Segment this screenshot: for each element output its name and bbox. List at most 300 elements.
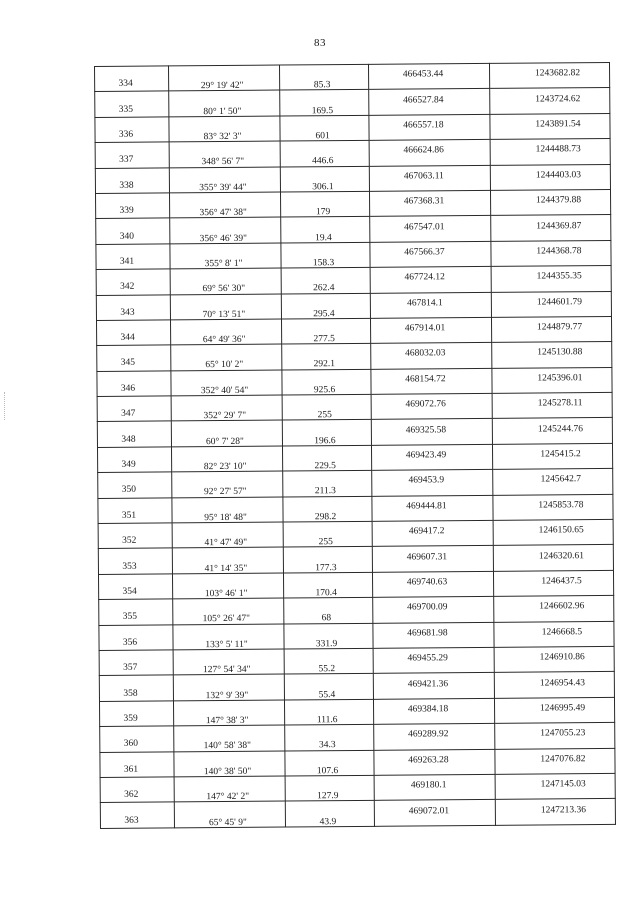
page-number: 83 xyxy=(314,37,326,49)
x-coordinate-cell-text: 469740.63 xyxy=(406,577,448,588)
x-coordinate-cell-text: 469607.31 xyxy=(406,551,448,563)
point-number-cell xyxy=(95,142,169,168)
bearing-cell-text: 80° 1' 50" xyxy=(203,106,242,117)
distance-cell-text: 277.5 xyxy=(313,334,335,345)
point-number-cell xyxy=(99,701,173,727)
x-coordinate-cell xyxy=(368,63,489,89)
point-number-cell-text: 362 xyxy=(124,789,139,800)
x-coordinate-cell-text: 466527.84 xyxy=(403,94,444,106)
point-number-cell xyxy=(96,269,170,295)
x-coordinate-cell xyxy=(372,571,493,597)
x-coordinate-cell xyxy=(372,546,493,572)
x-coordinate-cell-text: 466453.44 xyxy=(402,69,444,80)
point-number-cell-text: 343 xyxy=(120,307,135,318)
bearing-cell-text: 348° 56' 7" xyxy=(201,157,245,168)
x-coordinate-cell xyxy=(371,343,492,369)
y-coordinate-cell-text: 1244403.03 xyxy=(535,169,581,181)
point-number-cell-text: 360 xyxy=(123,739,138,750)
point-number-cell xyxy=(98,472,172,498)
point-number-cell-text: 363 xyxy=(124,815,139,826)
y-coordinate-cell xyxy=(492,418,612,444)
y-coordinate-cell-text: 1245278.11 xyxy=(537,398,583,409)
point-number-cell-text: 359 xyxy=(123,713,138,724)
x-coordinate-cell xyxy=(373,673,494,699)
y-coordinate-cell xyxy=(491,316,611,342)
bearing-cell xyxy=(172,471,283,497)
distance-cell-text: 306.1 xyxy=(312,181,334,193)
point-number-cell-text: 361 xyxy=(123,764,139,775)
x-coordinate-cell-text: 467914.01 xyxy=(404,323,446,334)
y-coordinate-cell xyxy=(491,215,611,241)
distance-cell xyxy=(282,420,371,446)
bearing-cell-text: 140° 38' 50" xyxy=(203,766,252,777)
distance-cell-text: 43.9 xyxy=(319,816,337,827)
point-number-cell-text: 354 xyxy=(122,586,137,597)
point-number-cell-text: 352 xyxy=(122,535,137,547)
bearing-cell-text: 41° 47' 49" xyxy=(204,538,248,549)
point-number-cell xyxy=(97,447,171,473)
bearing-cell xyxy=(170,217,281,243)
y-coordinate-cell xyxy=(489,62,609,88)
point-number-cell-text: 356 xyxy=(122,637,138,648)
bearing-cell xyxy=(174,725,285,751)
x-coordinate-cell xyxy=(374,800,495,826)
distance-cell-text: 925.6 xyxy=(313,384,336,396)
y-coordinate-cell-text: 1244601.79 xyxy=(536,296,582,308)
x-coordinate-cell-text: 469180.1 xyxy=(410,780,447,791)
x-coordinate-cell xyxy=(370,317,491,343)
y-coordinate-cell-text: 1246320.61 xyxy=(538,550,584,562)
distance-cell xyxy=(281,318,370,344)
x-coordinate-cell-text: 467724.12 xyxy=(404,272,445,283)
distance-cell-text: 262.4 xyxy=(313,283,335,294)
bearing-cell-text: 69° 56' 30" xyxy=(202,284,246,295)
point-number-cell xyxy=(96,193,170,219)
y-coordinate-cell xyxy=(491,266,611,292)
y-coordinate-cell-text: 1245396.01 xyxy=(537,373,583,384)
x-coordinate-cell xyxy=(373,597,494,623)
y-coordinate-cell xyxy=(490,189,610,215)
x-coordinate-cell-text: 469263.28 xyxy=(408,754,449,766)
distance-cell-text: 292.1 xyxy=(313,359,336,370)
distance-cell-text: 127.9 xyxy=(317,791,339,802)
point-number-cell-text: 351 xyxy=(121,510,137,521)
distance-cell xyxy=(282,445,371,471)
y-coordinate-cell-text: 1245642.7 xyxy=(540,474,581,485)
y-coordinate-cell-text: 1245415.2 xyxy=(540,449,581,460)
bearing-cell xyxy=(174,776,285,802)
distance-cell xyxy=(283,572,372,598)
bearing-cell-text: 355° 39' 44" xyxy=(199,182,247,193)
bearing-cell xyxy=(172,497,283,523)
distance-cell xyxy=(280,141,369,167)
x-coordinate-cell xyxy=(374,724,495,750)
distance-cell-text: 85.3 xyxy=(313,80,331,91)
point-number-cell-text: 336 xyxy=(118,129,134,140)
point-number-cell xyxy=(96,244,170,270)
bearing-cell-text: 147° 38' 3" xyxy=(205,715,249,727)
bearing-cell-text: 95° 18' 48" xyxy=(204,512,247,523)
distance-cell-text: 179 xyxy=(315,207,331,218)
x-coordinate-cell xyxy=(370,216,491,242)
bearing-cell xyxy=(172,547,283,573)
x-coordinate-cell xyxy=(373,698,494,724)
distance-cell xyxy=(283,547,372,573)
point-number-cell-text: 337 xyxy=(119,155,134,166)
y-coordinate-cell xyxy=(494,697,614,723)
point-number-cell-text: 340 xyxy=(119,231,135,242)
point-number-cell-text: 349 xyxy=(121,459,136,470)
bearing-cell-text: 92° 27' 57" xyxy=(203,487,247,498)
distance-cell xyxy=(285,750,374,776)
y-coordinate-cell xyxy=(490,113,610,139)
bearing-cell-text: 356° 47' 38" xyxy=(199,207,247,219)
bearing-cell-text: 140° 58' 38" xyxy=(203,741,252,752)
distance-cell-text: 446.6 xyxy=(312,156,334,167)
distance-cell-text: 229.5 xyxy=(314,461,336,472)
point-number-cell xyxy=(96,320,170,346)
y-coordinate-cell-text: 1244368.78 xyxy=(536,246,582,257)
y-coordinate-cell-text: 1243682.82 xyxy=(534,68,581,79)
distance-cell-text: 34.3 xyxy=(318,740,336,751)
distance-cell xyxy=(285,801,374,827)
point-number-cell xyxy=(95,167,169,193)
y-coordinate-cell-text: 1246602.96 xyxy=(539,601,585,612)
x-coordinate-cell xyxy=(372,520,493,546)
y-coordinate-cell-text: 1246668.5 xyxy=(541,626,583,638)
x-coordinate-cell-text: 466557.18 xyxy=(403,120,444,131)
x-coordinate-cell-text: 466624.86 xyxy=(403,145,444,156)
distance-cell-text: 68 xyxy=(321,613,332,624)
distance-cell-text: 107.6 xyxy=(316,765,339,777)
bearing-cell xyxy=(174,751,285,777)
bearing-cell xyxy=(171,446,282,472)
distance-cell xyxy=(282,344,371,370)
bearing-cell xyxy=(171,370,282,396)
y-coordinate-cell-text: 1244379.88 xyxy=(535,195,582,206)
distance-cell xyxy=(280,191,369,217)
bearing-cell-text: 105° 26' 47" xyxy=(202,614,251,625)
y-coordinate-cell-text: 1246910.86 xyxy=(539,652,585,663)
point-number-cell-text: 338 xyxy=(119,180,134,191)
y-coordinate-cell-text: 1246150.65 xyxy=(538,525,584,536)
x-coordinate-cell-text: 467814.1 xyxy=(407,297,443,309)
bearing-cell xyxy=(169,116,280,142)
x-coordinate-cell xyxy=(369,114,490,140)
y-coordinate-cell-text: 1244488.73 xyxy=(535,144,581,155)
bearing-cell xyxy=(173,649,284,675)
point-number-cell xyxy=(99,599,173,625)
point-number-cell xyxy=(100,777,174,803)
x-coordinate-cell-text: 468154.72 xyxy=(405,374,446,385)
y-coordinate-cell xyxy=(490,139,610,165)
bearing-cell-text: 64° 49' 36" xyxy=(202,334,246,346)
point-number-cell-text: 348 xyxy=(121,434,136,445)
table-row xyxy=(100,799,615,828)
distance-cell-text: 55.4 xyxy=(318,689,336,700)
point-number-cell xyxy=(95,66,169,92)
distance-cell xyxy=(280,115,369,141)
point-number-cell xyxy=(100,802,174,828)
x-coordinate-cell xyxy=(371,444,492,470)
y-coordinate-cell xyxy=(493,469,613,495)
coordinate-table xyxy=(94,62,616,829)
x-coordinate-cell xyxy=(370,241,491,267)
distance-cell-text: 295.4 xyxy=(313,308,335,319)
y-coordinate-cell-text: 1243891.54 xyxy=(535,119,581,130)
point-number-cell xyxy=(97,345,171,371)
point-number-cell-text: 335 xyxy=(118,104,134,115)
bearing-cell xyxy=(171,421,282,447)
bearing-cell-text: 132° 9' 39" xyxy=(205,690,249,701)
y-coordinate-cell xyxy=(494,621,614,647)
point-number-cell-text: 334 xyxy=(118,78,133,89)
distance-cell-text: 55.2 xyxy=(318,664,336,675)
bearing-cell-text: 133° 5' 11" xyxy=(205,639,248,650)
x-coordinate-cell xyxy=(373,622,494,648)
x-coordinate-cell-text: 469455.29 xyxy=(407,653,448,664)
x-coordinate-cell-text: 467368.31 xyxy=(403,196,445,207)
x-coordinate-cell xyxy=(369,190,490,216)
y-coordinate-cell-text: 1247213.36 xyxy=(540,804,586,816)
bearing-cell xyxy=(171,344,282,370)
bearing-cell-text: 70° 13' 51" xyxy=(202,309,246,320)
y-coordinate-cell-text: 1247145.03 xyxy=(540,779,586,790)
y-coordinate-cell xyxy=(491,240,611,266)
y-coordinate-cell-text: 1246954.43 xyxy=(539,677,585,689)
distance-cell xyxy=(281,293,370,319)
distance-cell xyxy=(283,521,372,547)
bearing-cell-text: 352° 29' 7" xyxy=(203,411,247,422)
x-coordinate-cell-text: 469423.49 xyxy=(405,450,447,461)
bearing-cell-text: 65° 10' 2" xyxy=(205,360,244,371)
distance-cell xyxy=(284,648,373,674)
y-coordinate-cell-text: 1245130.88 xyxy=(537,347,583,359)
point-number-cell-text: 341 xyxy=(119,256,135,267)
bearing-cell xyxy=(169,90,280,116)
x-coordinate-cell xyxy=(373,647,494,673)
distance-cell xyxy=(284,674,373,700)
point-number-cell xyxy=(100,751,174,777)
x-coordinate-cell-text: 467566.37 xyxy=(404,247,445,258)
x-coordinate-cell-text: 469421.36 xyxy=(407,678,449,690)
y-coordinate-cell-text: 1246995.49 xyxy=(539,703,586,714)
y-coordinate-cell-text: 1245244.76 xyxy=(537,423,583,435)
distance-cell xyxy=(281,242,370,268)
y-coordinate-cell xyxy=(493,519,613,545)
point-number-cell-text: 350 xyxy=(121,485,136,496)
x-coordinate-cell-text: 469681.98 xyxy=(407,628,448,639)
point-number-cell xyxy=(98,523,172,549)
distance-cell-text: 298.2 xyxy=(314,511,337,523)
bearing-cell-text: 60° 7' 28" xyxy=(205,436,244,447)
bearing-cell-text: 352° 40' 54" xyxy=(200,385,249,397)
bearing-cell-text: 29° 19' 42" xyxy=(200,81,244,92)
point-number-cell xyxy=(95,91,169,117)
point-number-cell-text: 357 xyxy=(123,662,138,673)
y-coordinate-cell xyxy=(493,494,613,520)
bearing-cell-text: 103° 46' 1" xyxy=(204,588,248,600)
y-coordinate-cell-text: 1244369.87 xyxy=(536,220,582,232)
y-coordinate-cell xyxy=(492,367,612,393)
y-coordinate-cell xyxy=(490,88,610,114)
margin-scan-mark xyxy=(4,392,7,420)
x-coordinate-cell xyxy=(374,749,495,775)
point-number-cell xyxy=(98,574,172,600)
y-coordinate-cell-text: 1244355.35 xyxy=(536,271,582,282)
bearing-cell xyxy=(172,573,283,599)
distance-cell-text: 19.4 xyxy=(315,232,332,243)
x-coordinate-cell-text: 469072.76 xyxy=(405,399,446,410)
y-coordinate-cell xyxy=(495,723,615,749)
bearing-cell xyxy=(173,598,284,624)
y-coordinate-cell xyxy=(493,545,613,571)
distance-cell xyxy=(281,217,370,243)
point-number-cell-text: 344 xyxy=(120,332,135,343)
y-coordinate-cell xyxy=(490,164,610,190)
y-coordinate-cell-text: 1247055.23 xyxy=(540,728,586,739)
y-coordinate-cell-text: 1243724.62 xyxy=(535,93,581,105)
bearing-cell-text: 147° 42' 2" xyxy=(206,791,250,803)
distance-cell xyxy=(280,90,369,116)
bearing-cell xyxy=(170,294,281,320)
distance-cell xyxy=(281,267,370,293)
distance-cell-text: 170.4 xyxy=(315,588,337,599)
x-coordinate-cell-text: 469444.81 xyxy=(406,501,447,512)
y-coordinate-cell-text: 1247076.82 xyxy=(540,753,586,765)
x-coordinate-cell-text: 468032.03 xyxy=(405,348,446,360)
y-coordinate-cell xyxy=(492,393,612,419)
y-coordinate-cell-text: 1244879.77 xyxy=(536,322,583,333)
point-number-cell xyxy=(97,396,171,422)
bearing-cell-text: 127° 54' 34" xyxy=(203,664,251,676)
distance-cell-text: 331.9 xyxy=(315,638,338,650)
x-coordinate-cell xyxy=(372,495,493,521)
x-coordinate-cell xyxy=(370,292,491,318)
distance-cell xyxy=(280,166,369,192)
point-number-cell-text: 339 xyxy=(119,205,134,216)
distance-cell xyxy=(282,394,371,420)
point-number-cell-text: 358 xyxy=(123,688,138,699)
x-coordinate-cell xyxy=(371,393,492,419)
x-coordinate-cell-text: 469325.58 xyxy=(405,424,447,436)
bearing-cell xyxy=(173,624,284,650)
x-coordinate-cell xyxy=(369,140,490,166)
point-number-cell-text: 345 xyxy=(120,358,135,369)
x-coordinate-cell xyxy=(372,470,493,496)
y-coordinate-cell xyxy=(494,672,614,698)
y-coordinate-cell-text: 1246437.5 xyxy=(541,576,582,587)
y-coordinate-cell xyxy=(495,799,615,825)
distance-cell xyxy=(285,775,374,801)
y-coordinate-cell xyxy=(492,342,612,368)
distance-cell xyxy=(284,623,373,649)
point-number-cell xyxy=(98,548,172,574)
point-number-cell-text: 346 xyxy=(120,383,136,394)
bearing-cell xyxy=(169,65,280,91)
bearing-cell xyxy=(169,141,280,167)
distance-cell-text: 177.3 xyxy=(315,562,337,573)
x-coordinate-cell xyxy=(369,89,490,115)
distance-cell-text: 255 xyxy=(317,410,332,421)
point-number-cell xyxy=(96,218,170,244)
point-number-cell-text: 347 xyxy=(121,408,136,420)
point-number-cell-text: 342 xyxy=(120,282,135,293)
x-coordinate-cell-text: 469384.18 xyxy=(407,704,449,715)
point-number-cell-text: 355 xyxy=(122,612,137,623)
distance-cell-text: 111.6 xyxy=(316,715,338,726)
point-number-cell xyxy=(98,498,172,524)
distance-cell-text: 211.3 xyxy=(314,486,336,497)
y-coordinate-cell xyxy=(492,443,612,469)
bearing-cell xyxy=(174,801,285,827)
point-number-cell xyxy=(97,371,171,397)
bearing-cell-text: 355° 8' 1" xyxy=(204,258,243,270)
coordinate-table-body xyxy=(95,62,616,828)
y-coordinate-cell xyxy=(494,646,614,672)
bearing-cell-text: 41° 14' 35" xyxy=(204,563,248,574)
bearing-cell-text: 83° 32' 3" xyxy=(203,131,242,143)
distance-cell-text: 196.6 xyxy=(314,435,336,446)
x-coordinate-cell xyxy=(371,368,492,394)
bearing-cell xyxy=(172,522,283,548)
point-number-cell xyxy=(99,650,173,676)
distance-cell xyxy=(282,369,371,395)
bearing-cell xyxy=(173,674,284,700)
bearing-cell-text: 65° 45' 9" xyxy=(208,817,247,828)
distance-cell xyxy=(285,724,374,750)
x-coordinate-cell xyxy=(369,165,490,191)
x-coordinate-cell xyxy=(371,419,492,445)
bearing-cell-text: 82° 23' 10" xyxy=(203,461,247,473)
distance-cell-text: 601 xyxy=(315,131,330,142)
bearing-cell xyxy=(169,192,280,218)
bearing-cell xyxy=(170,268,281,294)
x-coordinate-cell-text: 469072.01 xyxy=(408,805,450,817)
point-number-cell xyxy=(97,421,171,447)
y-coordinate-cell xyxy=(493,570,613,596)
bearing-cell-text: 356° 46' 39" xyxy=(199,233,248,244)
point-number-cell xyxy=(95,117,169,143)
x-coordinate-cell-text: 467063.11 xyxy=(403,171,444,182)
bearing-cell xyxy=(173,700,284,726)
x-coordinate-cell-text: 469700.09 xyxy=(407,602,448,613)
distance-cell-text: 169.5 xyxy=(311,105,334,116)
bearing-cell xyxy=(169,167,280,193)
point-number-cell xyxy=(100,726,174,752)
point-number-cell xyxy=(99,675,173,701)
y-coordinate-cell xyxy=(491,291,611,317)
distance-cell-text: 158.3 xyxy=(312,258,335,269)
point-number-cell-text: 353 xyxy=(122,561,137,572)
y-coordinate-cell xyxy=(494,596,614,622)
point-number-cell xyxy=(96,294,170,320)
distance-cell xyxy=(284,699,373,725)
x-coordinate-cell-text: 469453.9 xyxy=(408,475,445,486)
bearing-cell xyxy=(171,395,282,421)
x-coordinate-cell-text: 467547.01 xyxy=(404,221,445,233)
bearing-cell xyxy=(170,243,281,269)
bearing-cell xyxy=(170,319,281,345)
x-coordinate-cell xyxy=(374,774,495,800)
distance-cell xyxy=(283,496,372,522)
distance-cell-text: 255 xyxy=(318,537,333,548)
x-coordinate-cell xyxy=(370,267,491,293)
distance-cell xyxy=(284,598,373,624)
y-coordinate-cell xyxy=(495,773,615,799)
point-number-cell xyxy=(99,624,173,650)
distance-cell xyxy=(279,64,368,90)
